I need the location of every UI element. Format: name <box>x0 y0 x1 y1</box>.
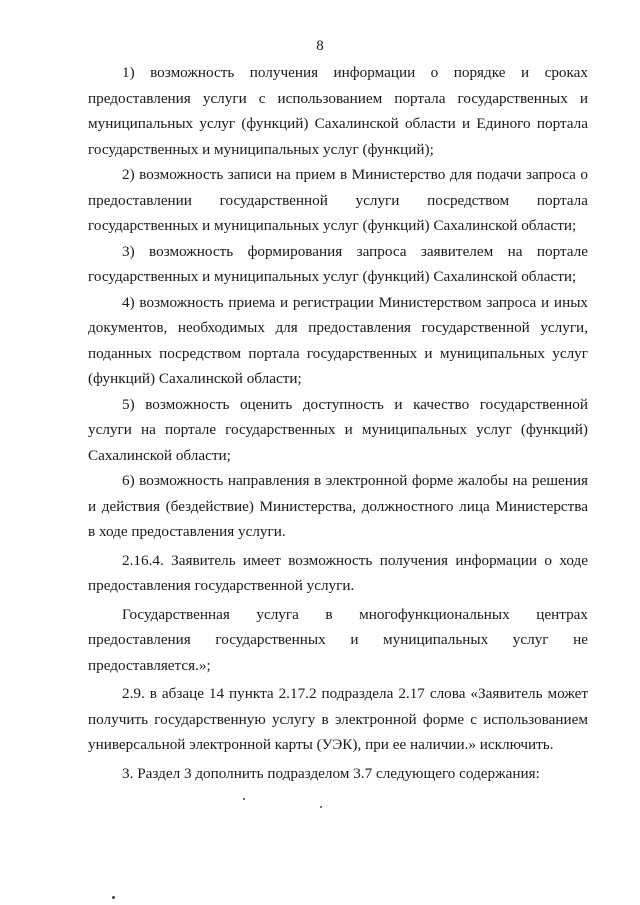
scan-speck <box>112 896 115 899</box>
clause-2-9: 2.9. в абзаце 14 пункта 2.17.2 подраздела 2.17 слова «Заявитель может получить государственную услугу в электронной форме с использованием универсальной электронной карты (УЭК), при ее наличии.» исключить. <box>88 685 588 753</box>
mfc-paragraph: Государственная услуга в многофункциональных центрах предоставления государственных и муниципальных услуг не предоставляется.»; <box>88 605 588 674</box>
page-number: 8 <box>316 38 324 54</box>
scan-speck <box>243 798 245 800</box>
list-item-quality-assessment: 5) возможность оценить доступность и качество государственной услуги на портале государственных и муниципальных услуг (функций) Сахалинской области; <box>88 395 588 464</box>
scan-speck <box>320 806 322 808</box>
document-body <box>88 60 588 786</box>
list-item-request-forming: 3) возможность формирования запроса заявителем на портале государственных и муниципальных услуг (функций) Сахалинской области; <box>88 242 588 285</box>
list-item-request-registration: 4) возможность приема и регистрации Министерством запроса и иных документов, необходимых для предоставления государственной услуги, поданных посредством портала государственных и муниципальных услуг (функций) Сахалинской области; <box>88 293 588 387</box>
clause-2-16-4: 2.16.4. Заявитель имеет возможность получения информации о ходе предоставления государственной услуги. <box>88 551 588 594</box>
list-item-appointment: 2) возможность записи на прием в Министерство для подачи запроса о предоставлении государственной услуги посредством портала государственных и муниципальных услуг (функций) Сахалинской области; <box>88 166 588 234</box>
list-item-portal-info: 1) возможность получения информации о порядке и сроках предоставления услуги с использованием портала государственных и муниципальных услуг (функций) Сахалинской области и Единого портала государственных и муниципальных услуг (функций); <box>88 64 588 158</box>
list-item-complaint: 6) возможность направления в электронной форме жалобы на решения и действия (бездействие) Министерства, должностного лица Министерства в ходе предоставления услуги. <box>88 472 588 540</box>
section-3-amendment: 3. Раздел 3 дополнить подразделом 3.7 следующего содержания: <box>122 764 540 782</box>
